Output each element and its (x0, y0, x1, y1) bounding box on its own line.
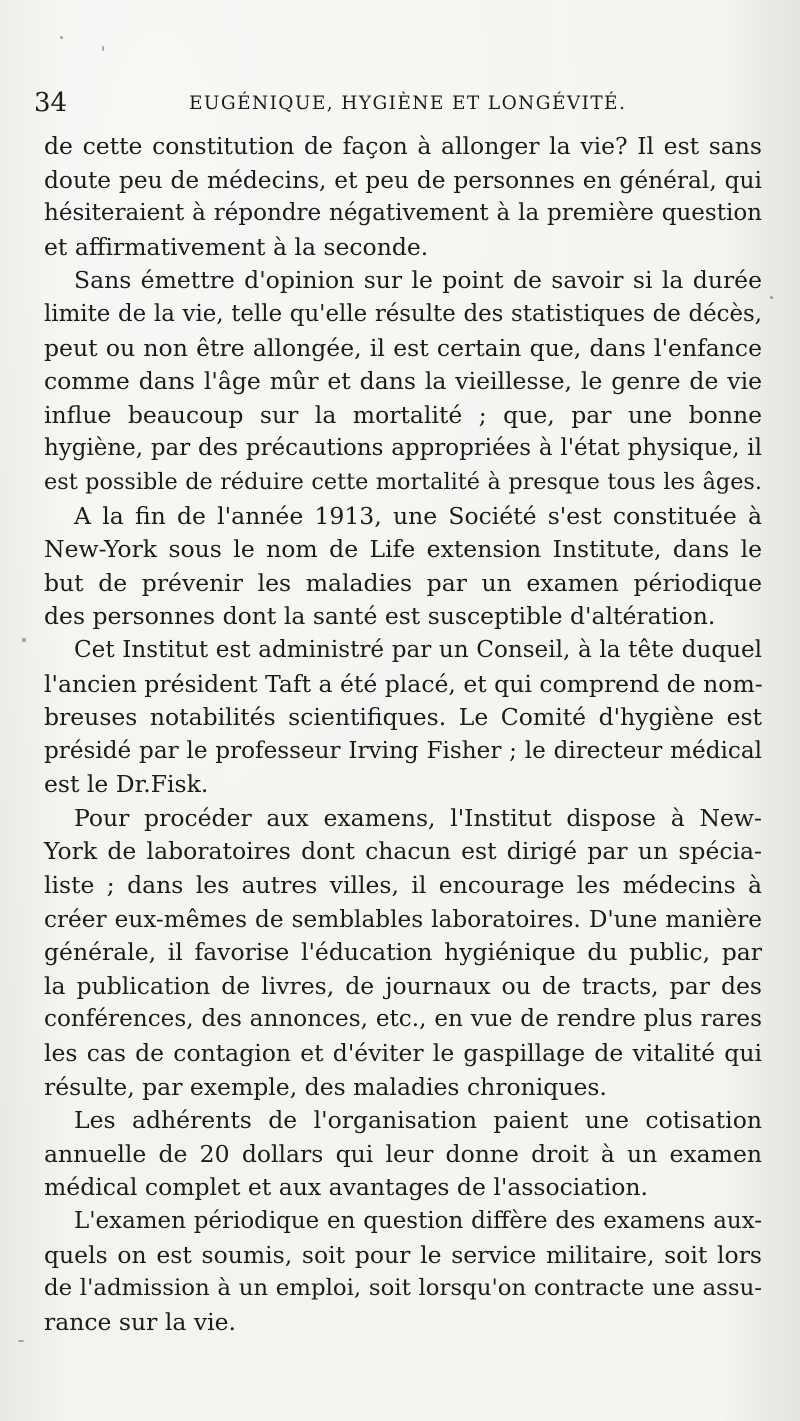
text-line: but de prévenir les maladies par un examen périodique (44, 568, 762, 597)
text-line: quels on est soumis, soit pour le service militaire, soit lors (44, 1240, 762, 1269)
paragraph (44, 1104, 762, 1205)
paragraph (44, 802, 762, 1104)
text-line: New-York sous le nom de Life extension Institute, dans le (44, 535, 762, 564)
text-line: Sans émettre d'opinion sur le point de savoir si la durée (74, 266, 762, 295)
text-line: annuelle de 20 dollars qui leur donne droit à un examen (44, 1139, 762, 1168)
paragraph (44, 130, 762, 264)
text-line: L'examen périodique en question diffère des examens aux- (74, 1208, 762, 1234)
text-line: créer eux-mêmes de semblables laboratoires. D'une manière (44, 905, 762, 933)
text-line: est possible de réduire cette mortalité à presque tous les âges. (44, 468, 762, 495)
text-line: est le Dr.Fisk. (44, 770, 209, 799)
text-line: Pour procéder aux examens, l'Institut dispose à New- (74, 803, 762, 832)
text-line: hésiteraient à répondre négativement à la première question (44, 200, 762, 227)
text-line: doute peu de médecins, et peu de personnes en général, qui (44, 166, 762, 194)
print-speck (770, 296, 773, 299)
text-line: la publication de livres, de journaux ou de tracts, par des (44, 971, 762, 1000)
text-line: Les adhérents de l'organisation paient une cotisation (74, 1106, 762, 1135)
text-line: des personnes dont la santé est susceptible d'altération. (44, 602, 716, 631)
paragraph (44, 634, 762, 802)
text-line: résulte, par exemple, des maladies chroniques. (44, 1072, 607, 1101)
text-line: de cette constitution de façon à allonger la vie? Il est sans (44, 132, 762, 160)
text-line: et affirmativement à la seconde. (44, 232, 429, 261)
text-line: conférences, des annonces, etc., en vue de rendre plus rares (44, 1006, 762, 1033)
text-line: influe beaucoup sur la mortalité ; que, par une bonne (44, 400, 762, 429)
print-speck (102, 46, 104, 51)
text-line: générale, il favorise l'éducation hygiénique du public, par (44, 938, 762, 967)
page-header (34, 88, 764, 118)
text-line: hygiène, par des précautions appropriées à l'état physique, il (44, 435, 762, 462)
paragraph (44, 1205, 762, 1339)
paragraph (44, 500, 762, 634)
running-title: EUGÉNIQUE, HYGIÈNE ET LONGÉVITÉ. (189, 93, 627, 114)
text-line: Cet Institut est administré par un Conseil, à la tête duquel (74, 636, 762, 663)
print-speck (60, 36, 63, 39)
text-line: York de laboratoires dont chacun est dirigé par un spécia- (44, 837, 762, 866)
text-line: peut ou non être allongée, il est certain que, dans l'enfance (44, 333, 762, 362)
text-line: médical complet et aux avantages de l'association. (44, 1173, 649, 1202)
text-line: A la fin de l'année 1913, une Société s'est constituée à (74, 501, 762, 530)
text-line: limite de la vie, telle qu'elle résulte des statistiques de décès, (44, 300, 762, 327)
text-line: breuses notabilités scientifiques. Le Comité d'hygiène est (44, 703, 762, 732)
text-line: comme dans l'âge mûr et dans la vieillesse, le genre de vie (44, 367, 762, 396)
print-speck (22, 638, 26, 642)
text-line: liste ; dans les autres villes, il encourage les médecins à (44, 871, 762, 900)
page-number: 34 (34, 88, 68, 118)
print-speck (18, 1340, 24, 1342)
text-line: l'ancien président Taft a été placé, et qui comprend de nom- (44, 669, 763, 698)
paragraph (44, 264, 762, 499)
text-line: de l'admission à un emploi, soit lorsqu'on contracte une assu- (44, 1275, 762, 1302)
text-line: présidé par le professeur Irving Fisher ; le directeur médical (44, 737, 762, 764)
text-line: rance sur la vie. (44, 1307, 236, 1336)
text-line: les cas de contagion et d'éviter le gaspillage de vitalité qui (44, 1039, 762, 1068)
body-text (44, 130, 762, 1339)
